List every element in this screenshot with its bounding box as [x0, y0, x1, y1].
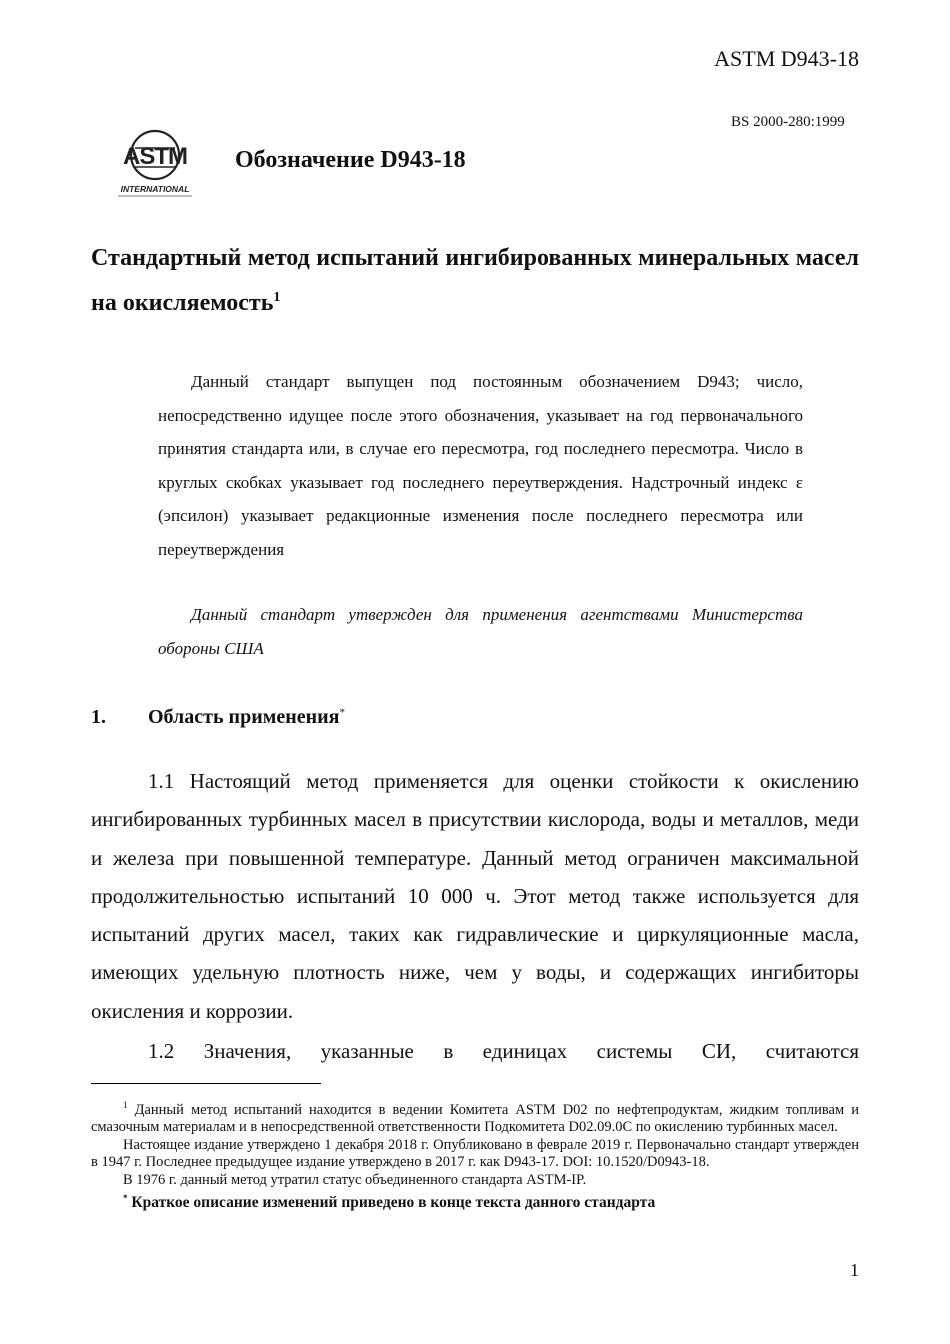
designation: Обозначение D943-18 [235, 147, 466, 173]
footnote-divider [91, 1083, 321, 1084]
footnote-changes-text: Краткое описание изменений приведено в конце текста данного стандарта [131, 1194, 656, 1212]
svg-text:ASTM: ASTM [123, 143, 187, 170]
section-mark: * [339, 706, 345, 719]
section-heading [148, 706, 345, 729]
title-text: Стандартный метод испытаний ингибированных минеральных масел на окисляемость [91, 245, 859, 316]
paragraph-1-1: 1.1 Настоящий метод применяется для оценки стойкости к окислению ингибированных турбинных масел в присутствии кислорода, воды и металлов, меди и железа при повышенной температуре. Данный метод ограничен максимальной продолжительностью испытаний 10 000 ч. Этот метод также используется для испытаний других масел, таких как гидравлические и циркуляционные масла, имеющих удельную плотность ниже, чем у воды, и содержащих ингибиторы окисления и коррозии. [91, 769, 859, 1023]
dod-note: Данный стандарт утвержден для применения агентствами Министерства обороны США [158, 605, 803, 658]
footnote-1-mark: 1 [123, 1100, 128, 1110]
footnote-star-mark: * [123, 1193, 128, 1204]
intro-block [158, 365, 803, 567]
page-number: 1 [850, 1260, 859, 1280]
footnote-edition: Настоящее издание утверждено 1 декабря 2018 г. Опубликовано в феврале 2019 г. Первоначально стандарт утвержден в 1947 г. Последнее предыдущее издание утверждено в 2017 г. как D943-17. DOI: 10.1520/D0943-18. [91, 1136, 859, 1171]
astm-logo [114, 128, 196, 200]
footnote-1-text: Данный метод испытаний находится в ведении Комитета ASTM D02 по нефтепродуктам, жидким топливам и смазочным материалам и в непосредственной ответственности Подкомитета D02.09.0C по окислению турбинных масел. [91, 1101, 859, 1136]
footnotes [91, 1097, 859, 1212]
footnote-changes [91, 1190, 859, 1212]
title-footnote-mark: 1 [273, 290, 281, 305]
section-title: Область применения [148, 706, 340, 728]
bs-reference: BS 2000-280:1999 [731, 114, 845, 130]
section-number: 1. [91, 706, 106, 728]
footnote-ip-status: В 1976 г. данный метод утратил статус объединенного стандарта ASTM-IP. [123, 1171, 587, 1188]
intro-text: Данный стандарт выпущен под постоянным обозначением D943; число, непосредственно идущее после этого обозначения, указывает на год первоначального принятия стандарта или, в случае его пересмотра, год последнего пересмотра. Число в круглых скобках указывает год последнего переутверждения. Надстрочный индекс ε (эпсилон) указывает редакционные изменения после последнего пересмотра или переутверждения [158, 372, 803, 559]
document-code: ASTM D943-18 [714, 46, 859, 71]
document-title [91, 238, 859, 323]
footnote-1 [91, 1097, 859, 1137]
paragraph-1-2: 1.2 Значения, указанные в единицах системы СИ, считаются [148, 1039, 859, 1063]
svg-text:INTERNATIONAL: INTERNATIONAL [120, 184, 190, 194]
